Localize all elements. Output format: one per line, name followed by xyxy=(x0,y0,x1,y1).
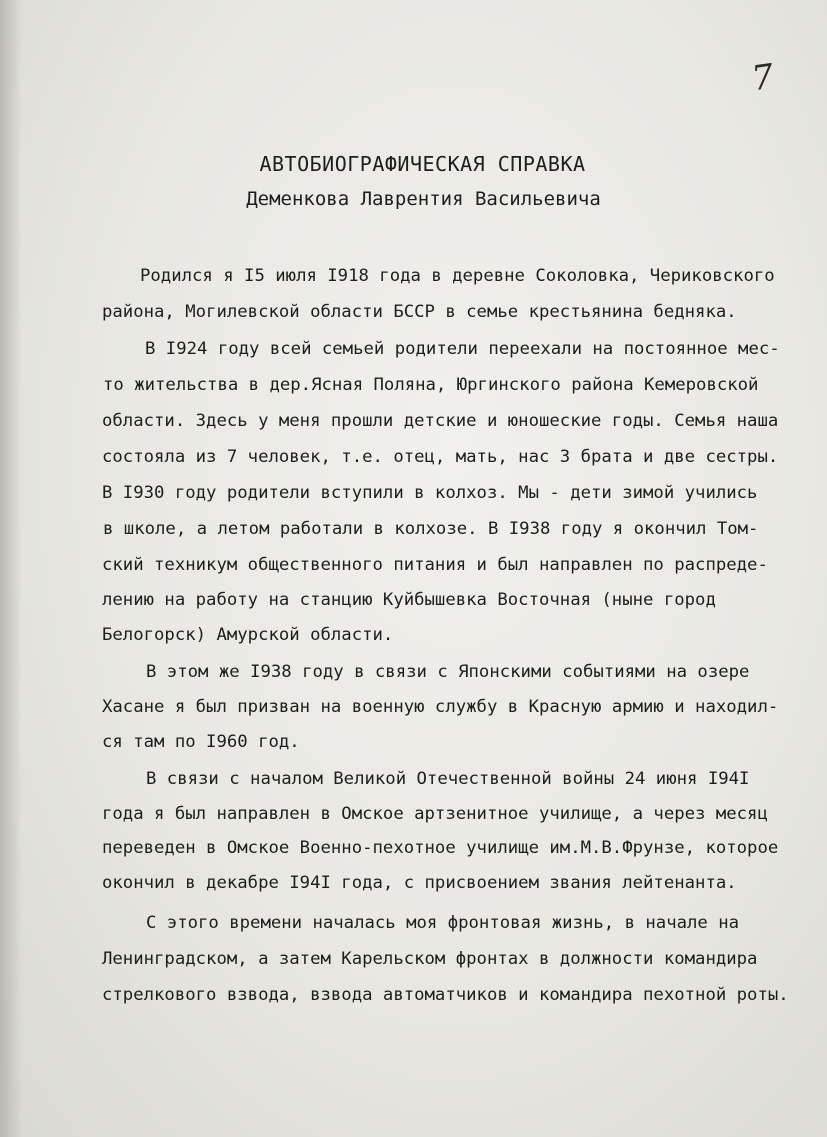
text-line: области. Здесь у меня прошли детские и юношеские годы. Семья наша xyxy=(102,411,779,431)
document-title: АВТОБИОГРАФИЧЕСКАЯ СПРАВКА xyxy=(259,152,586,176)
text-line: то жительства в дер.Ясная Поляна, Юргинского района Кемеровской xyxy=(103,375,759,395)
text-line: переведен в Омское Военно-пехотное училище им.М.В.Фрунзе, которое xyxy=(102,838,779,858)
page-number: 7 xyxy=(749,56,777,100)
text-line: ся там по I960 год. xyxy=(102,732,300,752)
text-line: района, Могилевской области БССР в семье крестьянина бедняка. xyxy=(102,302,737,322)
text-line: В связи с началом Великой Отечественной войны 24 июня I94I xyxy=(146,769,750,789)
text-line: Ленинградском, а затем Карельском фронтах в должности командира xyxy=(102,949,758,969)
text-line: В I930 году родители вступили в колхоз. Мы - дети зимой учились xyxy=(102,483,758,503)
text-line: в школе, а летом работали в колхозе. В I938 году я окончил Том- xyxy=(103,519,759,539)
text-line: Родился я I5 июля I918 года в деревне Соколовка, Чериковского xyxy=(140,266,775,286)
text-line: В этом же I938 году в связи с Японскими событиями на озере xyxy=(146,662,750,682)
text-line: окончил в декабре I94I года, с присвоением звания лейтенанта. xyxy=(102,873,737,893)
text-line: лению на работу на станцию Куйбышевка Восточная (ныне город xyxy=(102,590,716,610)
text-line: В I924 году всей семьей родители переехали на постоянное мес- xyxy=(145,339,780,359)
text-line: С этого времени началась моя фронтовая жизнь, в начале на xyxy=(146,913,740,933)
text-line: стрелкового взвода, взвода автоматчиков и командира пехотной роты. xyxy=(102,985,789,1005)
text-line: Хасане я был призван на военную службу в Красную армию и находил- xyxy=(102,697,779,717)
text-line: Белогорск) Амурской области. xyxy=(102,625,394,645)
document-subtitle: Деменкова Лаврентия Васильевича xyxy=(246,188,601,210)
text-line: состояла из 7 человек, т.е. отец, мать, нас 3 брата и две сестры. xyxy=(102,447,779,467)
text-line: ский техникум общественного питания и был направлен по распреде- xyxy=(102,555,768,575)
text-line: года я был направлен в Омское артзенитное училище, а через месяц xyxy=(102,804,768,824)
